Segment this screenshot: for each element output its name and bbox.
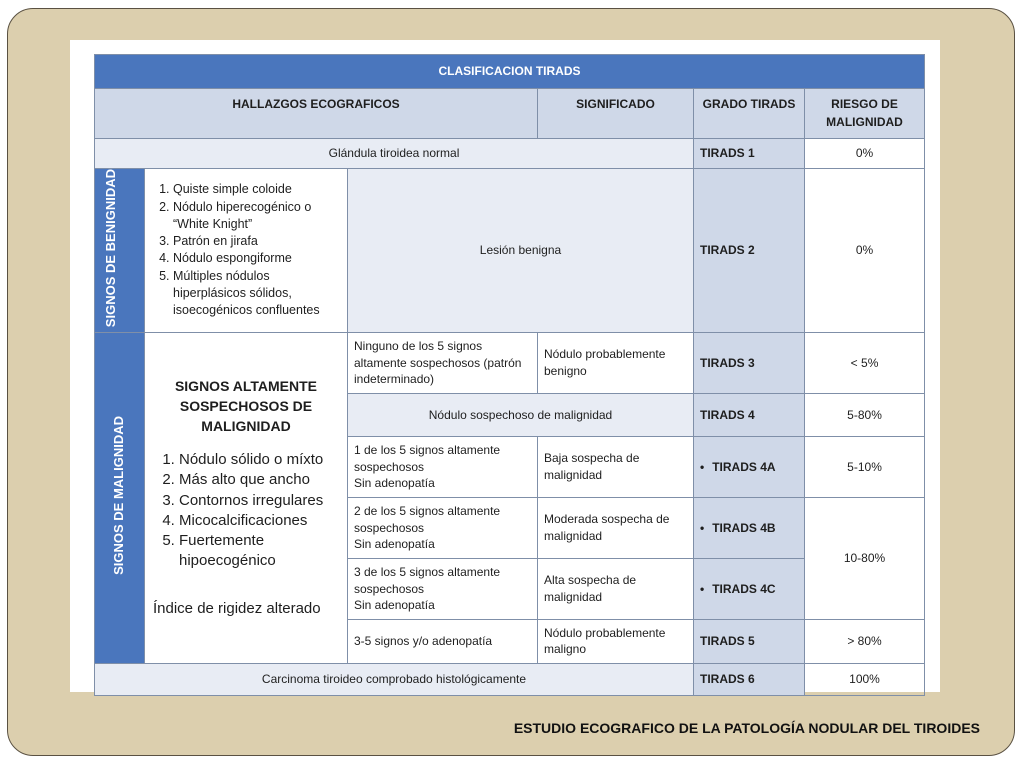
table-panel: [70, 40, 940, 692]
finding-tirads-4c: [348, 558, 538, 619]
risk-tirads-6: 100%: [805, 663, 925, 695]
meaning-tirads-3: Nódulo probablemente benigno: [538, 332, 694, 393]
finding-tirads-4: Nódulo sospechoso de malignidad: [348, 393, 694, 436]
finding-tirads-4c-signs: 3 de los 5 signos altamente sospechosos: [354, 564, 501, 596]
grade-tirads-4a-label: • TIRADS 4A: [700, 460, 776, 474]
grade-tirads-1: TIRADS 1: [694, 139, 805, 169]
finding-tirads-4c-adenopathy: Sin adenopatía: [354, 598, 435, 613]
meaning-tirads-4c: Alta sospecha de malignidad: [538, 558, 694, 619]
header-hallazgos: HALLAZGOS ECOGRAFICOS: [95, 89, 538, 139]
list-item: 1. Quiste simple coloide: [173, 181, 341, 198]
grade-tirads-3: TIRADS 3: [694, 332, 805, 393]
grade-tirads-4b: [694, 497, 805, 558]
header-significado: SIGNIFICADO: [538, 89, 694, 139]
list-item: 3. Patrón en jirafa: [173, 233, 341, 250]
list-item: 1. Nódulo sólido o míxto: [179, 450, 339, 470]
table-title: CLASIFICACION TIRADS: [95, 55, 925, 89]
list-item: 2. Nódulo hiperecogénico o “White Knight”: [173, 199, 341, 234]
grade-tirads-4: TIRADS 4: [694, 393, 805, 436]
risk-tirads-4b-4c: 10-80%: [805, 497, 925, 619]
finding-tirads-4b: [348, 497, 538, 558]
meaning-tirads-5: Nódulo probablemente maligno: [538, 619, 694, 663]
list-item: 4. Nódulo espongiforme: [173, 250, 341, 267]
benign-label-text: SIGNOS DE BENIGNIDAD: [102, 169, 118, 328]
finding-tirads-4b-adenopathy: Sin adenopatía: [354, 537, 435, 552]
grade-tirads-4a: [694, 436, 805, 497]
slide-footer: ESTUDIO ECOGRAFICO DE LA PATOLOGÍA NODULAR DEL TIROIDES: [513, 720, 980, 736]
list-item: 5. Múltiples nódulos hiperplásicos sólidos, isoecogénicos confluentes: [173, 268, 341, 320]
finding-tirads-4a-signs: 1 de los 5 signos altamente sospechosos: [354, 442, 501, 474]
malign-signs-title: SIGNOS ALTAMENTE SOSPECHOSOS DE MALIGNIDAD: [174, 378, 318, 434]
grade-tirads-4b-label: • TIRADS 4B: [700, 521, 776, 535]
finding-tirads-5: 3-5 signos y/o adenopatía: [348, 619, 538, 663]
risk-tirads-3: < 5%: [805, 332, 925, 393]
list-item: 3. Contornos irregulares: [179, 491, 339, 511]
list-item: 2. Más alto que ancho: [179, 470, 339, 490]
list-item: 5. Fuertemente hipoecogénico: [179, 531, 339, 572]
header-grado: GRADO TIRADS: [694, 89, 805, 139]
malign-signs-list: [153, 450, 339, 572]
risk-tirads-1: 0%: [805, 139, 925, 169]
risk-tirads-4a: 5-10%: [805, 436, 925, 497]
risk-tirads-2: 0%: [805, 169, 925, 333]
finding-tirads-6: Carcinoma tiroideo comprobado histológicamente: [95, 663, 694, 695]
grade-tirads-2: TIRADS 2: [694, 169, 805, 333]
benign-signs-cell: [145, 169, 348, 333]
finding-tirads-4b-signs: 2 de los 5 signos altamente sospechosos: [354, 503, 501, 535]
benign-group-label: [95, 169, 145, 333]
grade-tirads-5: TIRADS 5: [694, 619, 805, 663]
malign-group-label: [95, 332, 145, 663]
malign-signs-cell: [145, 332, 348, 663]
risk-tirads-5: > 80%: [805, 619, 925, 663]
meaning-benign: Lesión benigna: [348, 169, 694, 333]
malign-label-text: SIGNOS DE MALIGNIDAD: [111, 416, 127, 576]
finding-tirads-3: Ninguno de los 5 signos altamente sospechosos (patrón indeterminado): [348, 332, 538, 393]
tirads-table: [94, 54, 925, 696]
finding-normal: Glándula tiroidea normal: [95, 139, 694, 169]
grade-tirads-4c: [694, 558, 805, 619]
benign-signs-list: [151, 181, 341, 319]
finding-tirads-4a: [348, 436, 538, 497]
list-item: 4. Micocalcificaciones: [179, 511, 339, 531]
finding-tirads-4a-adenopathy: Sin adenopatía: [354, 476, 435, 491]
meaning-tirads-4b: Moderada sospecha de malignidad: [538, 497, 694, 558]
risk-tirads-4: 5-80%: [805, 393, 925, 436]
meaning-tirads-4a: Baja sospecha de malignidad: [538, 436, 694, 497]
header-riesgo: RIESGO DE MALIGNIDAD: [805, 89, 925, 139]
rigidity-index-text: Índice de rigidez alterado: [153, 599, 321, 617]
grade-tirads-4c-label: • TIRADS 4C: [700, 582, 776, 596]
grade-tirads-6: TIRADS 6: [694, 663, 805, 695]
